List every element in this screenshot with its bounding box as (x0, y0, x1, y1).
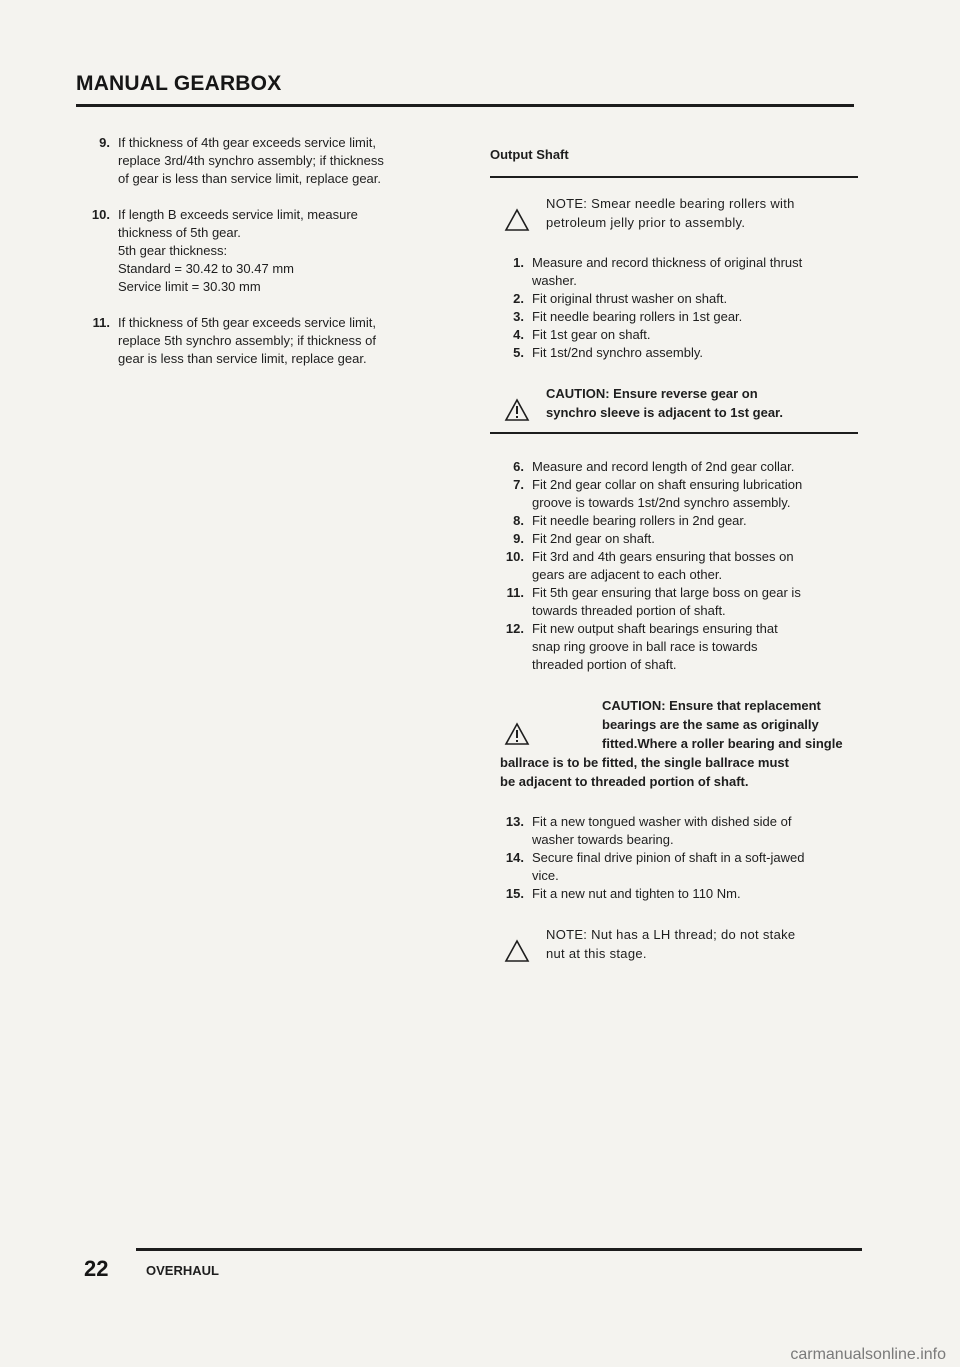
step-text-line: If thickness of 4th gear exceeds service limit, (118, 135, 376, 150)
step-number: 6. (513, 459, 524, 474)
note-text (546, 925, 860, 963)
step-text-line: threaded portion of shaft. (532, 657, 677, 672)
notice-line: fitted.Where a roller bearing and single (602, 736, 843, 751)
footer-rule (136, 1248, 862, 1251)
left-column (76, 134, 406, 368)
notice-line: NOTE: Nut has a LH thread; do not stake (546, 927, 796, 942)
step-item (490, 885, 860, 903)
step-item (490, 308, 860, 326)
step-text-line: replace 5th synchro assembly; if thickness of (118, 333, 376, 348)
step-item (490, 548, 860, 584)
page-title: MANUAL GEARBOX (76, 72, 282, 95)
step-number: 11. (92, 315, 110, 330)
step-text-line: Fit needle bearing rollers in 1st gear. (532, 309, 743, 324)
step-text (118, 206, 406, 296)
step-item (490, 254, 860, 290)
step-text-line: Secure final drive pinion of shaft in a soft-jawed (532, 850, 805, 865)
step-text-line: snap ring groove in ball race is towards (532, 639, 758, 654)
step-text (532, 584, 860, 620)
step-text (532, 849, 860, 885)
step-item (490, 476, 860, 512)
step-text-line: Fit a new nut and tighten to 110 Nm. (532, 886, 741, 901)
step-text-line: gear is less than service limit, replace gear. (118, 351, 367, 366)
step-text-line: Measure and record length of 2nd gear collar. (532, 459, 795, 474)
step-item (490, 344, 860, 362)
step-text-line: 5th gear thickness: (118, 243, 228, 258)
step-text-line: groove is towards 1st/2nd synchro assembly. (532, 495, 791, 510)
step-text-line: Fit 2nd gear on shaft. (532, 531, 655, 546)
page-number: 22 (84, 1256, 109, 1281)
step-text (532, 530, 860, 548)
step-text-line: Fit 1st gear on shaft. (532, 327, 651, 342)
step-number: 15. (505, 886, 524, 901)
notice-line: bearings are the same as originally (602, 717, 819, 732)
caution-triangle-icon (504, 722, 530, 746)
step-number: 8. (513, 513, 524, 528)
notice-line: petroleum jelly prior to assembly. (546, 215, 746, 230)
step-text (532, 458, 860, 476)
step-text (118, 134, 406, 188)
step-text (532, 548, 860, 584)
step-item (490, 512, 860, 530)
step-text-line: of gear is less than service limit, replace gear. (118, 171, 382, 186)
warning-triangle-icon (504, 208, 530, 232)
step-text-line: towards threaded portion of shaft. (532, 603, 726, 618)
step-number: 2. (513, 291, 524, 306)
steps-group-a (490, 254, 860, 362)
step-item (490, 326, 860, 344)
footer-section-label: OVERHAUL (146, 1263, 219, 1278)
step-text (532, 326, 860, 344)
step-text-line: If thickness of 5th gear exceeds service limit, (118, 315, 376, 330)
notice-line: CAUTION: Ensure reverse gear on (546, 386, 758, 401)
step-item (490, 530, 860, 548)
step-item (490, 849, 860, 885)
watermark: carmanualsonline.info (790, 1346, 946, 1363)
caution-text (546, 384, 860, 422)
step-text-line: Fit 5th gear ensuring that large boss on gear is (532, 585, 801, 600)
step-number: 10. (505, 549, 524, 564)
caution-rule (490, 432, 858, 434)
left-steps (76, 134, 406, 368)
step-text-line: washer towards bearing. (532, 832, 674, 847)
step-text-line: Fit new output shaft bearings ensuring that (532, 621, 778, 636)
step-text-line: Fit 3rd and 4th gears ensuring that bosses on (532, 549, 794, 564)
step-number: 9. (513, 531, 524, 546)
step-number: 10. (91, 207, 110, 222)
notice-line: CAUTION: Ensure that replacement (602, 698, 821, 713)
step-item (76, 206, 406, 296)
step-text (532, 620, 860, 674)
caution-notice-bearings (444, 696, 860, 791)
step-number: 7. (513, 477, 524, 492)
step-text-line: Fit original thrust washer on shaft. (532, 291, 728, 306)
step-item (490, 813, 860, 849)
note-notice (490, 194, 860, 232)
step-text-line: vice. (532, 868, 559, 883)
note-text (546, 194, 860, 232)
step-number: 4. (513, 327, 524, 342)
header-rule (76, 104, 854, 107)
step-item (490, 584, 860, 620)
step-text-line: Standard = 30.42 to 30.47 mm (118, 261, 294, 276)
step-text-line: Service limit = 30.30 mm (118, 279, 261, 294)
caution-triangle-icon (504, 398, 530, 422)
step-text-line: Measure and record thickness of original thrust (532, 255, 803, 270)
step-text-line: Fit 1st/2nd synchro assembly. (532, 345, 703, 360)
notice-line: ballrace is to be fitted, the single ballrace must (500, 755, 789, 770)
step-text (532, 476, 860, 512)
step-text-line: Fit 2nd gear collar on shaft ensuring lubrication (532, 477, 803, 492)
warning-triangle-icon (504, 939, 530, 963)
note-notice-nut (490, 925, 860, 963)
caution-text (500, 696, 860, 791)
notice-line: NOTE: Smear needle bearing rollers with (546, 196, 795, 211)
step-text (532, 308, 860, 326)
step-text (532, 254, 860, 290)
step-text-line: Fit a new tongued washer with dished side of (532, 814, 792, 829)
step-number: 12. (505, 621, 524, 636)
step-number: 11. (506, 585, 524, 600)
step-text (118, 314, 406, 368)
step-text (532, 813, 860, 849)
step-number: 3. (513, 309, 524, 324)
step-number: 5. (513, 345, 524, 360)
step-text-line: replace 3rd/4th synchro assembly; if thickness (118, 153, 384, 168)
step-text (532, 885, 860, 903)
step-text-line: gears are adjacent to each other. (532, 567, 723, 582)
right-column (490, 146, 860, 985)
step-text (532, 512, 860, 530)
step-number: 13. (505, 814, 524, 829)
notice-line: synchro sleeve is adjacent to 1st gear. (546, 405, 784, 420)
step-text-line: Fit needle bearing rollers in 2nd gear. (532, 513, 747, 528)
step-text (532, 344, 860, 362)
section-title: Output Shaft (490, 147, 569, 162)
step-item (76, 314, 406, 368)
step-item (490, 458, 860, 476)
step-item (76, 134, 406, 188)
step-text-line: If length B exceeds service limit, measure (118, 207, 358, 222)
steps-group-b (490, 458, 860, 674)
step-number: 14. (505, 850, 524, 865)
section-rule (490, 176, 858, 178)
step-item (490, 620, 860, 674)
steps-group-c (490, 813, 860, 903)
step-text-line: thickness of 5th gear. (118, 225, 241, 240)
step-number: 9. (99, 135, 110, 150)
step-text-line: washer. (532, 273, 577, 288)
notice-line: nut at this stage. (546, 946, 647, 961)
caution-notice (490, 384, 860, 422)
step-number: 1. (513, 255, 524, 270)
notice-line: be adjacent to threaded portion of shaft. (500, 774, 749, 789)
step-item (490, 290, 860, 308)
step-text (532, 290, 860, 308)
